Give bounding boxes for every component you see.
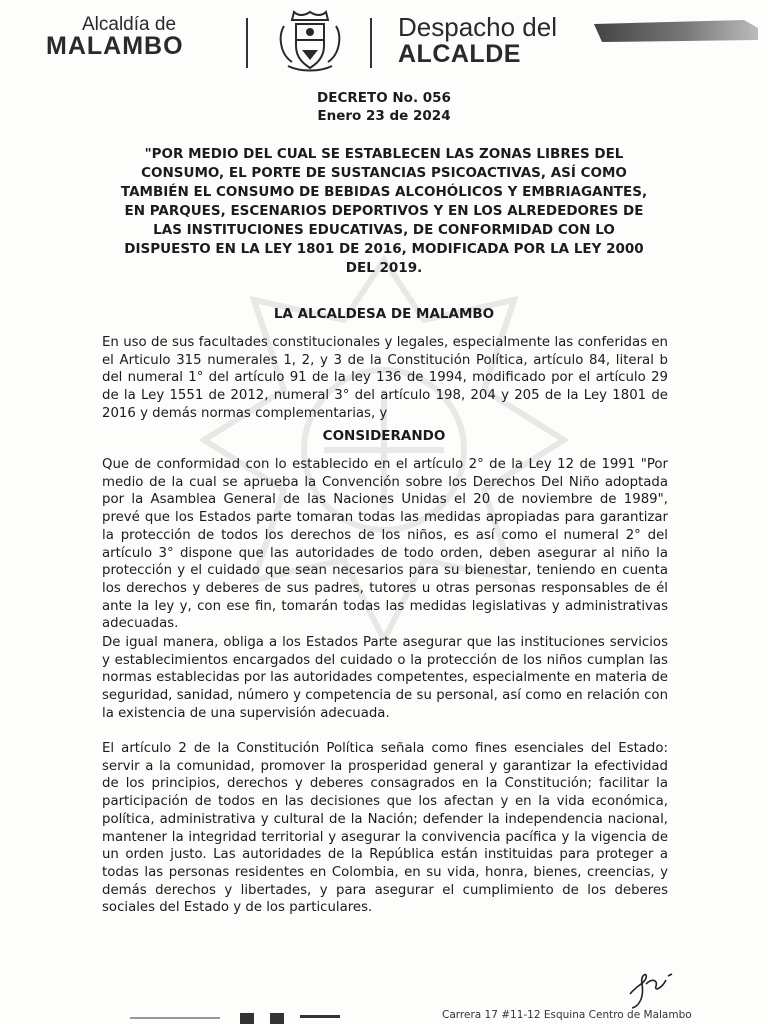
decree-subject-line: TAMBIÉN EL CONSUMO DE BEBIDAS ALCOHÓLICOS Y EMBRIAGANTES,	[120, 184, 648, 200]
decree-number: DECRETO No. 056	[317, 90, 451, 106]
decree-subject-line: DISPUESTO EN LA LEY 1801 DE 2016, MODIFICADA POR LA LEY 2000	[124, 241, 644, 257]
footer-decoration	[130, 1013, 350, 1024]
letterhead	[0, 0, 768, 80]
office-name-line2: ALCALDE	[398, 40, 521, 68]
handwritten-initials	[622, 966, 682, 1010]
office-name-line1: Despacho del	[398, 12, 557, 42]
decree-subject-line: "POR MEDIO DEL CUAL SE ESTABLECEN LAS ZONAS LIBRES DEL	[144, 146, 624, 162]
divider	[246, 18, 248, 68]
decree-date: Enero 23 de 2024	[317, 108, 451, 124]
body-paragraph: Que de conformidad con lo establecido en el artículo 2° de la Ley 12 de 1991 "Por medio de la cual se aprueba la Convención sobre los Derechos Del Niño adoptada por la Asamblea General de las Naciones Unidas el 20 de noviembre de 1989", prevé que los Estados parte tomaran todas las medidas apropiadas para garantizar la protección de todos los derechos de los niños, es así como el numeral 2° del artículo 3° dispone que las autoridades de todo orden, deben asegurar al niño la protección y el cuidado que sean necesarios para su bienestar, teniendo en cuenta los derechos y deberes de sus padres, tutores u otras personas responsables de él ante la ley y, con ese fin, tomarán todas las medidas legislativas y administrativas adecuadas.	[102, 457, 668, 632]
considering-heading: CONSIDERANDO	[322, 428, 446, 444]
body-paragraph: El artículo 2 de la Constitución Política señala como fines esenciales del Estado: servir a la comunidad, promover la prosperidad general y garantizar la efectividad de los principios, derechos y deberes consagrados en la Constitución; facilitar la participación de todos en las decisiones que los afectan y en la vida económica, política, administrativa y cultural de la Nación; defender la independencia nacional, mantener la integridad territorial y asegurar la convivencia pacífica y la vigencia de un orden justo. Las autoridades de la República están instituidas para proteger a todas las personas residentes en Colombia, en su vida, honra, bienes, creencias, y demás derechos y libertades, y para asegurar el cumplimiento de los deberes sociales del Estado y de los particulares.	[102, 741, 668, 916]
decorative-banner	[594, 20, 758, 42]
coat-of-arms-icon	[270, 6, 350, 76]
body-paragraph: De igual manera, obliga a los Estados Parte asegurar que las instituciones servicios y establecimientos encargados del cuidado o la protección de los niños cumplan las normas establecidas por las autoridades competentes, especialmente en materia de seguridad, sanidad, número y competencia de su personal, así como en relación con la existencia de una supervisión adecuada.	[102, 635, 668, 721]
authority-heading: LA ALCALDESA DE MALAMBO	[273, 306, 495, 322]
divider	[370, 18, 372, 68]
decree-subject-line: CONSUMO, EL PORTE DE SUSTANCIAS PSICOACTIVAS, ASÍ COMO	[141, 165, 627, 181]
decree-subject-line: EN PARQUES, ESCENARIOS DEPORTIVOS Y EN LOS ALREDEDORES DE	[124, 203, 644, 219]
decree-subject-line: LAS INSTITUCIONES EDUCATIVAS, DE CONFORMIDAD CON LO	[153, 222, 615, 238]
decree-subject-line: DEL 2019.	[345, 260, 423, 276]
preamble-paragraph: En uso de sus facultades constitucionales y legales, especialmente las conferidas en el Articulo 315 numerales 1, 2, y 3 de la Constitución Política, artículo 84, literal b del numeral 1° del artículo 91 de la ley 136 de 1994, modificado por el artículo 29 de la Ley 1551 de 2012, numeral 3° del artículo 198, 204 y 205 de la Ley 1801 de 2016 y demás normas complementarias, y	[102, 335, 668, 421]
footer-address: Carrera 17 #11-12 Esquina Centro de Malambo	[442, 1009, 692, 1021]
municipality-name-line2: MALAMBO	[46, 32, 184, 60]
municipality-name-line1: Alcaldía de	[82, 14, 177, 35]
